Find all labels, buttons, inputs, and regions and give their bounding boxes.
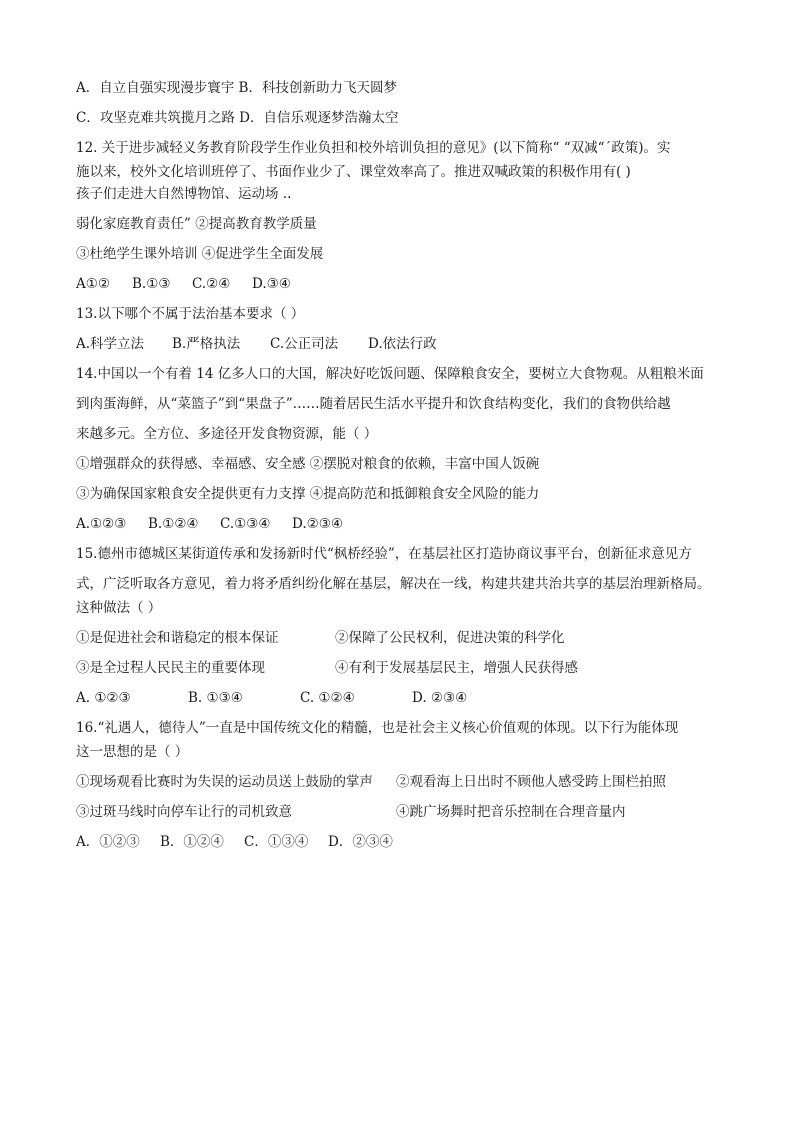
q12-answer-d: D.③④ [252, 276, 291, 292]
q12-answer-c: C.②④ [192, 276, 231, 292]
q16-item-2: ②观看海上日出时不顾他人感受跨上围栏拍照 [396, 774, 666, 790]
exam-page [76, 78, 726, 852]
q15-stem-line-1: 15.德州市德城区某街道传承和发扬新时代“枫桥经验”，在基层社区打造协商议事平台，创新征求意见方 [76, 546, 692, 562]
q16-stem-line-2: 这一思想的是（ ） [76, 744, 189, 760]
q12-stem-line-2: 施以来，校外文化培训班停了、书面作业少了、课堂效率高了。推进双喊政策的积极作用有( ) [76, 164, 631, 180]
q15-stem-line-2: 式，广泛听取各方意见，着力将矛盾纠纷化解在基层，解决在一线，构建共建共治共享的基层治理新格局。 [76, 576, 711, 592]
q16-item-3: ③过斑马线时向停车让行的司机致意 [76, 804, 292, 820]
q15-item-2: ②保障了公民权利，促进决策的科学化 [335, 630, 565, 646]
q14-stem-line-1: 14.中国以一个有着 14 亿多人口的大国，解决好吃饭问题、保障粮食安全，要树立大食物观。从粗粮米面 [76, 366, 704, 382]
q11-options-line-1: A．自立自强实现漫步寰宇 B．科技创新助力飞天圆梦 [76, 80, 397, 96]
q15-answer-d: D. ②③④ [412, 690, 468, 706]
q14-answer-b: B.①②④ [148, 516, 199, 532]
q16-item-4: ④跳广场舞时把音乐控制在合理音量内 [396, 804, 626, 820]
q15-answer-a: A. ①②③ [76, 690, 131, 706]
q16-answer-d: D．②③④ [328, 834, 393, 850]
q11-options-line-2: C．攻坚克难共筑揽月之路 D．自信乐观逐梦浩瀚太空 [76, 110, 399, 126]
q14-stem-line-2: 到肉蛋海鲜，从“菜篮子”到“果盘子”……随着居民生活水平提升和饮食结构变化，我们的食物供给越 [76, 396, 671, 412]
q14-items-line-2: ③为确保国家粮食安全提供更有力支撑 ④提高防范和抵御粮食安全风险的能力 [76, 486, 540, 502]
q15-item-4: ④有利于发展基层民主，增强人民获得感 [335, 660, 578, 676]
q16-item-1: ①现场观看比赛时为失误的运动员送上鼓励的掌声 [76, 774, 373, 790]
q16-items-row-2 [76, 802, 726, 822]
q16-stem-line-1: 16.“礼遇人，德待人”一直是中国传统文化的精髓，也是社会主义核心价值观的体现。以下行为能体现 [76, 720, 679, 736]
q13-answer-a: A.科学立法 [76, 336, 145, 352]
q14-answer-a: A.①②③ [76, 516, 127, 532]
q15-answer-b: B. ①③④ [188, 690, 243, 706]
q15-items-row-2 [76, 658, 726, 678]
q16-answer-row [76, 832, 726, 852]
q15-item-3: ③是全过程人民民主的重要体现 [76, 660, 265, 676]
q12-answer-a: A①② [76, 276, 110, 292]
q16-items-row-1 [76, 772, 726, 792]
q14-stem-line-3: 来越多元。全方位、多途径开发食物资源，能（ ） [76, 426, 378, 442]
q16-answer-b: B．①②④ [160, 834, 224, 850]
q12-stem-line-3: 孩子们走进大自然博物馆、运动场 .. [76, 186, 292, 202]
q12-items: ③杜绝学生课外培训 ④促进学生全面发展 [76, 246, 324, 262]
q12-answer-b: B.①③ [132, 276, 171, 292]
q15-items-row-1 [76, 628, 726, 648]
q14-answer-d: D.②③④ [292, 516, 343, 532]
q13-answer-c: C.公正司法 [270, 336, 339, 352]
q15-answer-c: C. ①②④ [300, 690, 355, 706]
q16-answer-a: A．①②③ [76, 834, 140, 850]
q15-answer-row [76, 688, 726, 708]
q12-stem-line-1: 12. 关于进步减轻义务教育阶段学生作业负担和校外培训负担的意见》(以下简称“ “双减“ˊ政策)。实 [76, 140, 671, 156]
q15-stem-line-3: 这种做法（ ） [76, 600, 162, 616]
q13-answer-b: B.严格执法 [172, 336, 241, 352]
q12-answer-row [76, 274, 726, 294]
q15-item-1: ①是促进社会和谐稳定的根本保证 [76, 630, 279, 646]
q13-stem: 13.以下哪个不属于法治基本要求（ ） [76, 306, 305, 322]
q14-items-line-1: ①增强群众的获得感、幸福感、安全感 ②摆脱对粮食的依赖，丰富中国人饭碗 [76, 456, 540, 472]
q14-answer-c: C.①③④ [220, 516, 271, 532]
q12-stem-line-4: 弱化家庭教育责任” ②提高教育教学质量 [76, 216, 317, 232]
q16-answer-c: C．①③④ [244, 834, 309, 850]
q13-answer-row [76, 334, 726, 354]
q14-answer-row [76, 514, 726, 534]
q13-answer-d: D.依法行政 [368, 336, 437, 352]
